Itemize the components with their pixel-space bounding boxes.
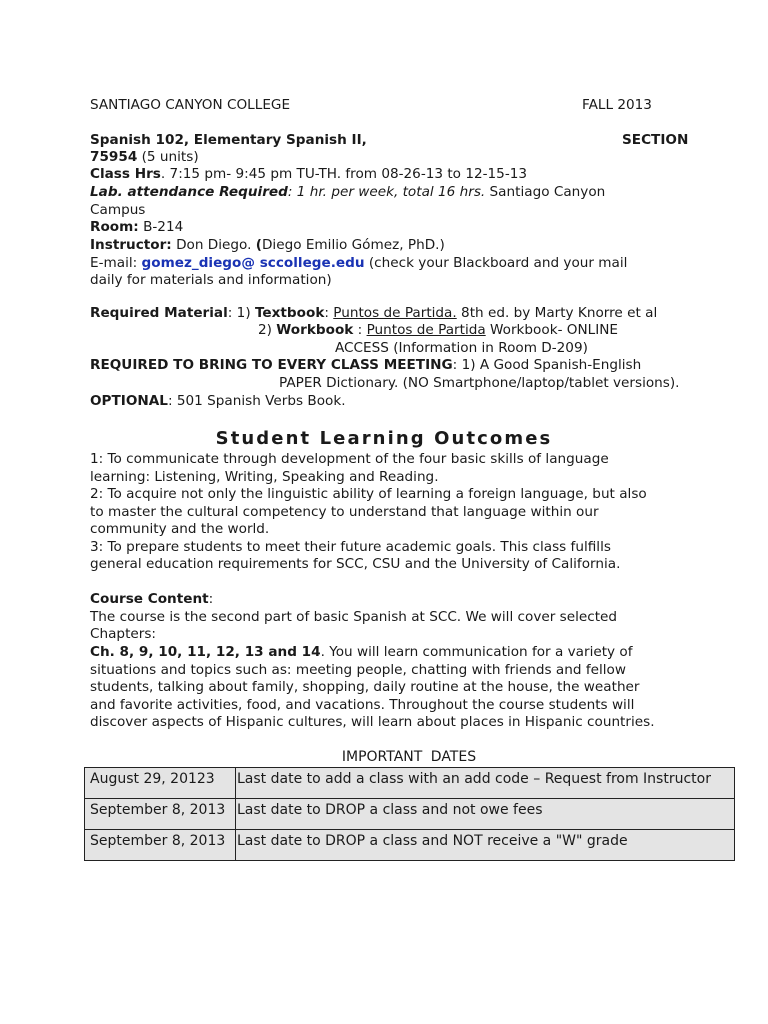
instructor-name: Don Diego. bbox=[171, 237, 256, 253]
course-content-heading-line bbox=[90, 591, 213, 608]
outcomes-heading: Student Learning Outcomes bbox=[215, 428, 553, 449]
workbook-access: ACCESS (Information in Room D-209) bbox=[335, 340, 588, 356]
heading-colon: : bbox=[208, 591, 214, 607]
instructor-line bbox=[90, 237, 445, 254]
table-row bbox=[85, 830, 735, 861]
class-hours-line bbox=[90, 166, 527, 183]
class-hrs-label: Class Hrs bbox=[90, 166, 161, 182]
lab-location-cont: Campus bbox=[90, 202, 146, 218]
workbook-label: Workbook bbox=[276, 322, 354, 338]
important-dates-table bbox=[84, 767, 735, 861]
outcome-line: learning: Listening, Writing, Speaking and Reading. bbox=[90, 469, 439, 485]
class-hrs: . 7:15 pm- 9:45 pm TU-TH. from 08-26-13 to 12-15-13 bbox=[160, 166, 528, 182]
item1-sep: : bbox=[324, 305, 334, 321]
bring-label: REQUIRED TO BRING TO EVERY CLASS MEETING bbox=[90, 357, 453, 373]
optional-text: : 501 Spanish Verbs Book. bbox=[167, 393, 346, 409]
content-line: The course is the second part of basic Spanish at SCC. We will cover selected bbox=[90, 609, 618, 625]
outcome-line: to master the cultural competency to understand that language within our bbox=[90, 504, 599, 520]
lab-label: Lab. attendance Required bbox=[90, 184, 288, 200]
textbook-label: Textbook bbox=[254, 305, 325, 321]
college-name: SANTIAGO CANYON COLLEGE bbox=[90, 97, 291, 113]
outcome-line: 2: To acquire not only the linguistic ability of learning a foreign language, but also bbox=[90, 486, 647, 502]
outcome-line: 3: To prepare students to meet their future academic goals. This class fulfills bbox=[90, 539, 611, 555]
date-cell: September 8, 2013 bbox=[85, 830, 236, 861]
outcome-line: 1: To communicate through development of the four basic skills of language bbox=[90, 451, 609, 467]
item2-prefix: 2) bbox=[258, 322, 277, 338]
lab-text: : 1 hr. per week, total 16 hrs. bbox=[287, 184, 486, 200]
table-row bbox=[85, 799, 735, 830]
units: (5 units) bbox=[141, 149, 199, 165]
content-line: students, talking about family, shopping, daily routine at the house, the weather bbox=[90, 679, 640, 695]
optional-line bbox=[90, 393, 346, 410]
content-line: discover aspects of Hispanic cultures, will learn about places in Hispanic countries. bbox=[90, 714, 655, 730]
table-row bbox=[85, 768, 735, 799]
email-note-cont: daily for materials and information) bbox=[90, 272, 332, 288]
description-cell: Last date to DROP a class and NOT receive a "W" grade bbox=[236, 830, 735, 861]
room: B-214 bbox=[138, 219, 184, 235]
chapters: Ch. 8, 9, 10, 11, 12, 13 and 14 bbox=[90, 644, 321, 660]
instructor-label: Instructor: bbox=[90, 237, 172, 253]
bring-text-cont: PAPER Dictionary. (NO Smartphone/laptop/tablet versions). bbox=[279, 375, 680, 391]
item2-sep: : bbox=[353, 322, 367, 338]
workbook-title: Puntos de Partida bbox=[366, 322, 486, 338]
outcome-line: general education requirements for SCC, CSU and the University of California. bbox=[90, 556, 621, 572]
outcome-line: community and the world. bbox=[90, 521, 270, 537]
content-line: situations and topics such as: meeting people, chatting with friends and fellow bbox=[90, 662, 626, 678]
description-cell: Last date to add a class with an add code – Request from Instructor bbox=[236, 768, 735, 799]
bring-line bbox=[90, 357, 641, 374]
important-dates-title: IMPORTANT DATES bbox=[341, 749, 477, 765]
required-material-label: Required Material bbox=[90, 305, 228, 321]
room-line bbox=[90, 219, 183, 236]
textbook-details: 8th ed. by Marty Knorre et al bbox=[456, 305, 658, 321]
section-label: SECTION bbox=[622, 132, 689, 148]
chapters-line bbox=[90, 644, 633, 661]
description-cell: Last date to DROP a class and not owe fees bbox=[236, 799, 735, 830]
lab-line bbox=[90, 184, 605, 201]
content-line: Chapters: bbox=[90, 626, 157, 642]
email-link[interactable]: gomez_diego@ sccollege.edu bbox=[141, 255, 365, 271]
email-label: E-mail: bbox=[90, 255, 142, 271]
course-content-heading: Course Content bbox=[90, 591, 209, 607]
term: FALL 2013 bbox=[582, 97, 652, 113]
instructor-full-name: Diego Emilio Gómez, PhD.) bbox=[261, 237, 445, 253]
room-label: Room: bbox=[90, 219, 139, 235]
item1-prefix: : 1) bbox=[227, 305, 255, 321]
chapters-rest: . You will learn communication for a variety of bbox=[320, 644, 633, 660]
email-line bbox=[90, 255, 627, 272]
email-note: (check your Blackboard and your mail bbox=[364, 255, 628, 271]
paren-open: ( bbox=[255, 237, 262, 253]
section-line bbox=[90, 149, 199, 166]
course-title: Spanish 102, Elementary Spanish II, bbox=[90, 132, 367, 148]
bring-text: : 1) A Good Spanish-English bbox=[452, 357, 642, 373]
workbook-details: Workbook- ONLINE bbox=[485, 322, 619, 338]
optional-label: OPTIONAL bbox=[90, 393, 168, 409]
material-item-1 bbox=[90, 305, 657, 322]
content-line: and favorite activities, food, and vacations. Throughout the course students will bbox=[90, 697, 635, 713]
textbook-title: Puntos de Partida. bbox=[333, 305, 457, 321]
material-item-2 bbox=[258, 322, 618, 339]
lab-location: Santiago Canyon bbox=[485, 184, 606, 200]
date-cell: August 29, 20123 bbox=[85, 768, 236, 799]
date-cell: September 8, 2013 bbox=[85, 799, 236, 830]
section-number: 75954 bbox=[90, 149, 138, 165]
